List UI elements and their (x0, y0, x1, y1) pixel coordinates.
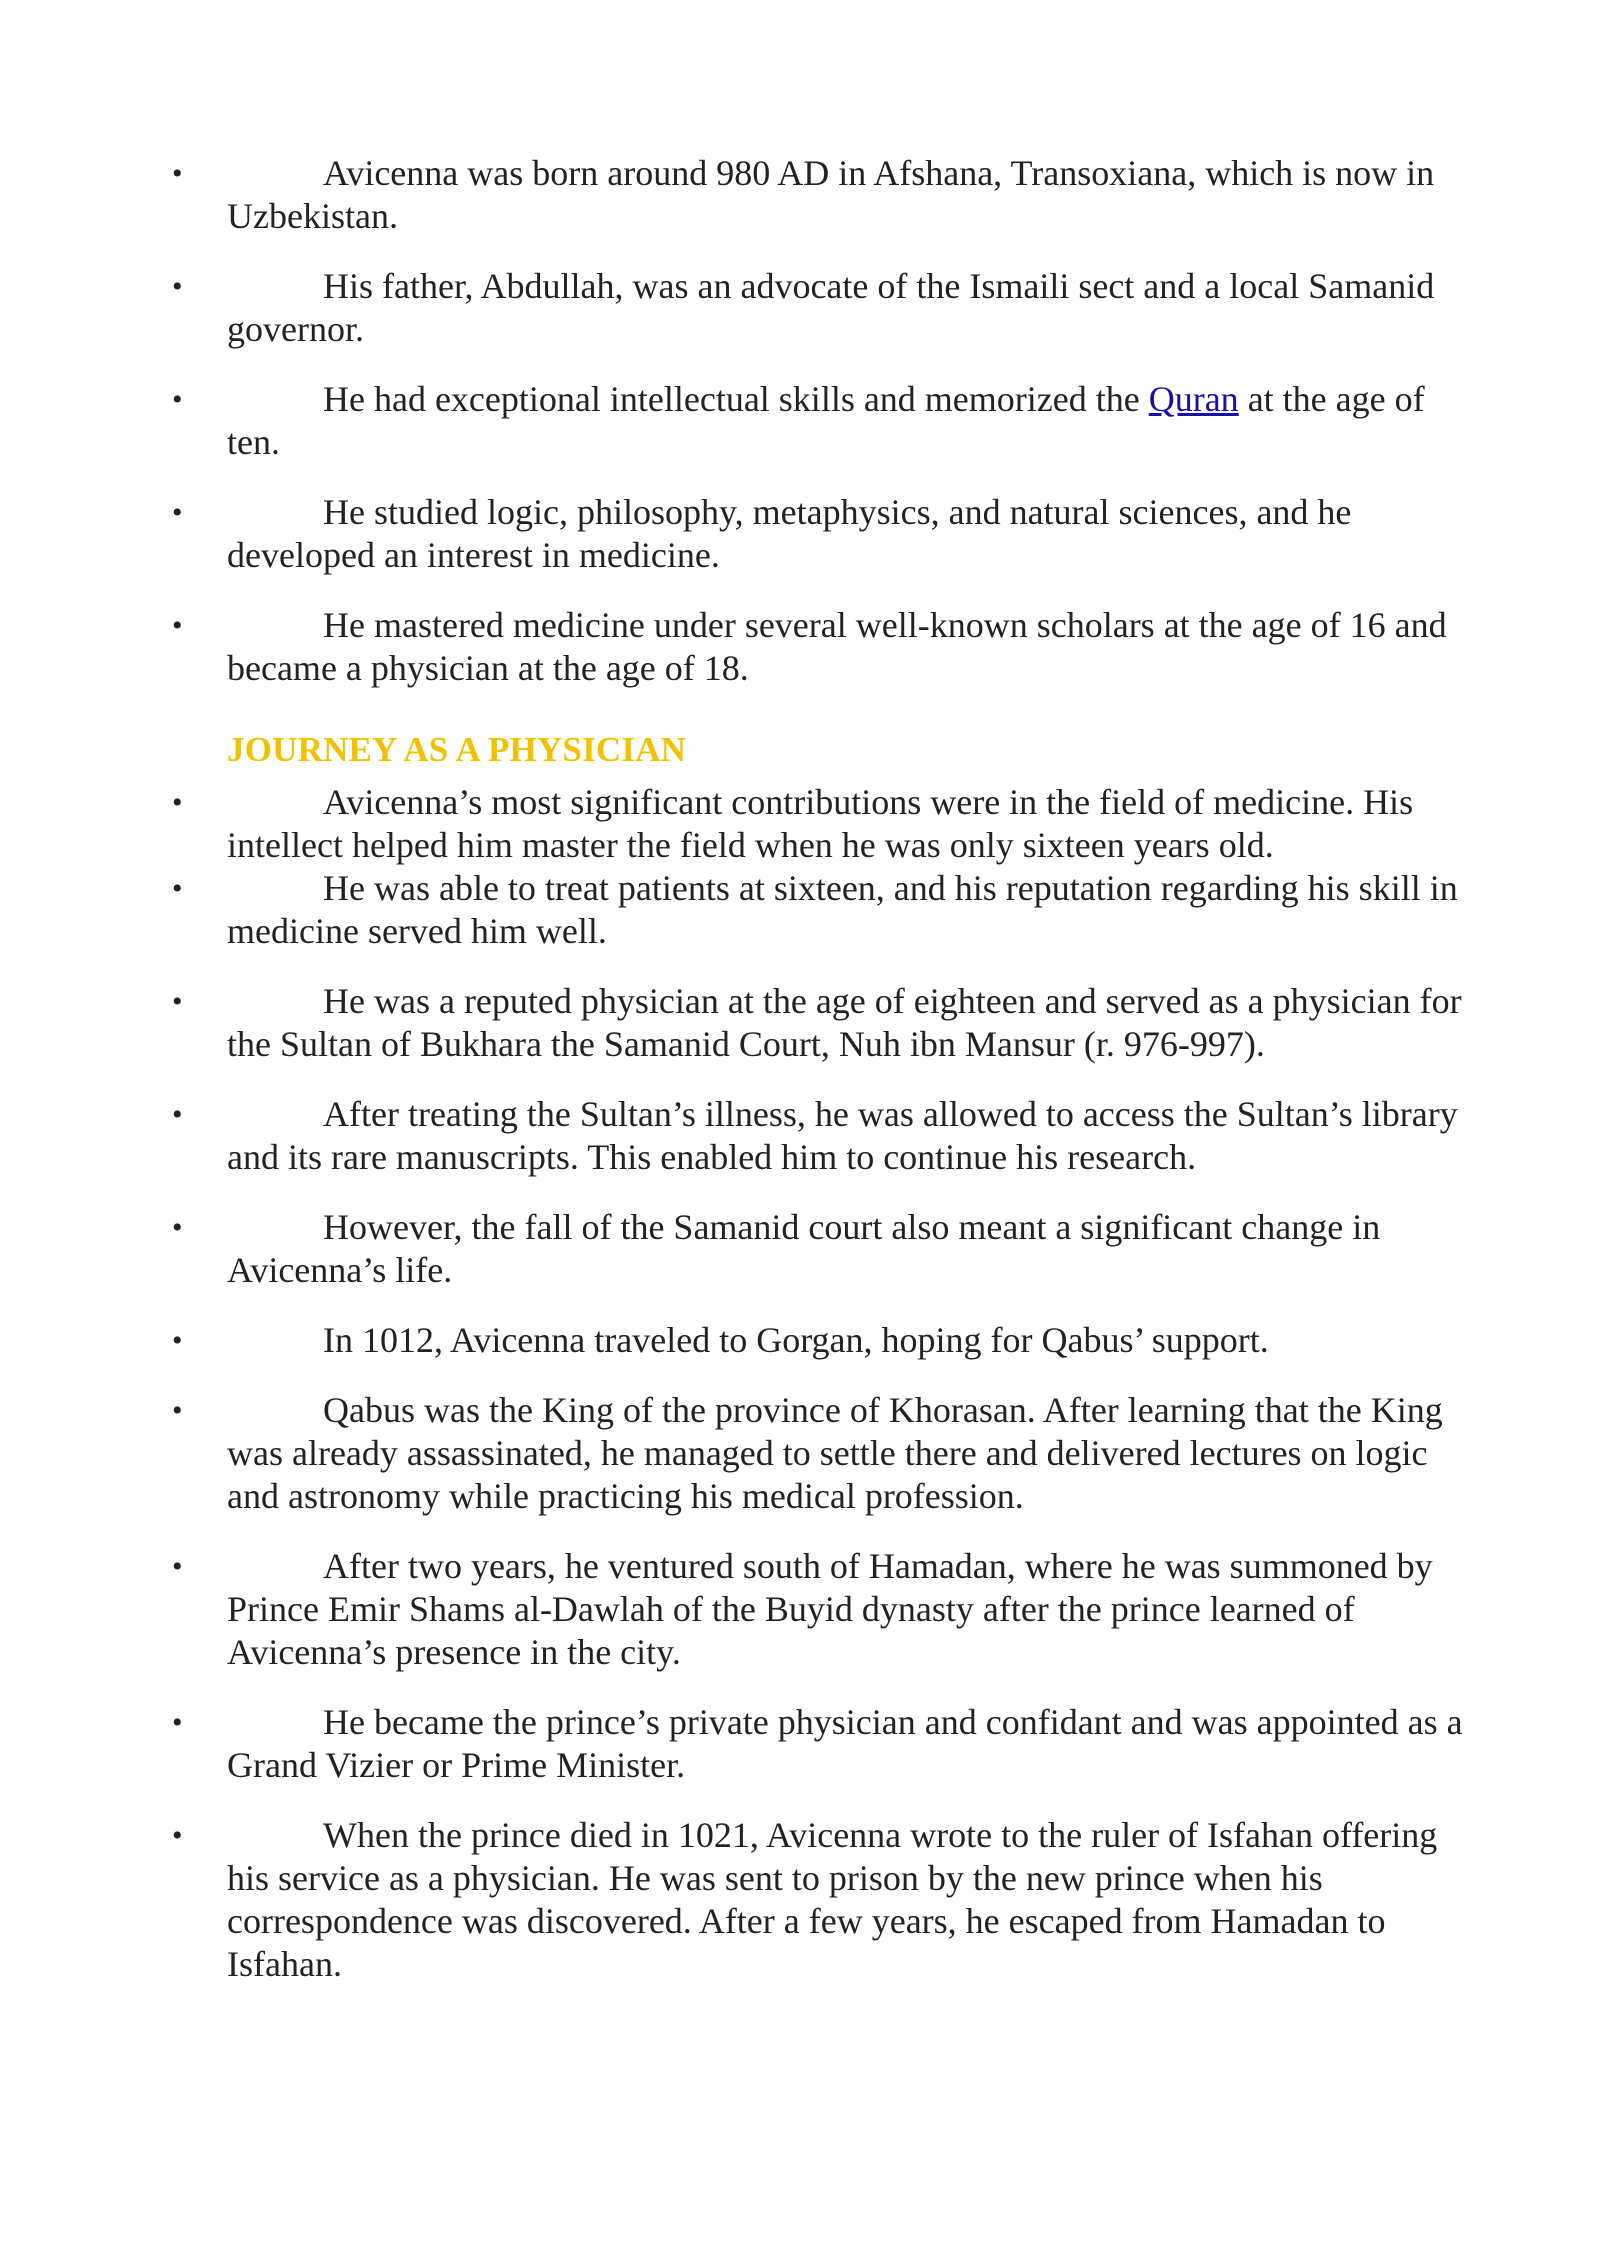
list-item (0, 152, 1600, 238)
item-text: After treating the Sultan’s illness, he was allowed to access the Sultan’s library and its rare manuscripts. This enabled him to continue his research. (227, 1094, 1458, 1177)
item-text: When the prince died in 1021, Avicenna wrote to the ruler of Isfahan offering his service as a physician. He was sent to prison by the new prince when his correspondence was discovered. After a few years, he escaped from Hamadan to Isfahan. (227, 1815, 1438, 1984)
quran-link[interactable]: Quran (1148, 379, 1239, 419)
list-item (0, 867, 1600, 953)
list-item (0, 1206, 1600, 1292)
bullet-icon: • (172, 872, 183, 905)
list-item (0, 265, 1600, 351)
bullet-icon: • (172, 1098, 183, 1131)
item-text: Avicenna was born around 980 AD in Afshana, Transoxiana, which is now in Uzbekistan. (227, 153, 1435, 236)
bullet-icon: • (172, 157, 183, 190)
list-item (0, 1545, 1600, 1674)
list-item (0, 980, 1600, 1066)
bullet-icon: • (172, 1706, 183, 1739)
bullet-icon: • (172, 1211, 183, 1244)
item-text: His father, Abdullah, was an advocate of the Ismaili sect and a local Samanid governor. (227, 266, 1435, 349)
bullet-icon: • (172, 1550, 183, 1583)
item-text: He studied logic, philosophy, metaphysics, and natural sciences, and he developed an interest in medicine. (227, 492, 1352, 575)
item-text: He was a reputed physician at the age of eighteen and served as a physician for the Sultan of Bukhara the Samanid Court, Nuh ibn Mansur (r. 976-997). (227, 981, 1462, 1064)
list-item (0, 1093, 1600, 1179)
bullet-icon: • (172, 985, 183, 1018)
bullet-icon: • (172, 1324, 183, 1357)
bullet-icon: • (172, 1394, 183, 1427)
item-text: He mastered medicine under several well-known scholars at the age of 16 and became a physician at the age of 18. (227, 605, 1447, 688)
list-item (0, 1701, 1600, 1787)
section-heading: JOURNEY AS A PHYSICIAN (227, 730, 687, 769)
list-item (0, 1814, 1600, 1986)
list-item (0, 1389, 1600, 1518)
bullet-icon: • (172, 270, 183, 303)
list-item (0, 781, 1600, 867)
bullet-icon: • (172, 786, 183, 819)
list-item (0, 1319, 1600, 1362)
early-life-list (0, 152, 1600, 690)
bullet-icon: • (172, 609, 183, 642)
item-text: After two years, he ventured south of Hamadan, where he was summoned by Prince Emir Shams al-Dawlah of the Buyid dynasty after the prince learned of Avicenna’s presence in the city. (227, 1546, 1433, 1672)
item-text: He became the prince’s private physician and confidant and was appointed as a Grand Vizier or Prime Minister. (227, 1702, 1463, 1785)
item-text: However, the fall of the Samanid court also meant a significant change in Avicenna’s life. (227, 1207, 1381, 1290)
bullet-icon: • (172, 383, 183, 416)
item-text: He had exceptional intellectual skills and memorized the (323, 379, 1149, 419)
item-text: at the age of ten. (227, 379, 1425, 462)
item-text: In 1012, Avicenna traveled to Gorgan, hoping for Qabus’ support. (323, 1320, 1269, 1360)
bullet-icon: • (172, 496, 183, 529)
item-text: Avicenna’s most significant contributions were in the field of medicine. His intellect helped him master the field when he was only sixteen years old. (227, 782, 1414, 865)
list-item (0, 491, 1600, 577)
list-item (0, 378, 1600, 464)
physician-journey-list (0, 781, 1600, 1986)
item-text: He was able to treat patients at sixteen, and his reputation regarding his skill in medicine served him well. (227, 868, 1458, 951)
list-item (0, 604, 1600, 690)
bullet-icon: • (172, 1819, 183, 1852)
item-text: Qabus was the King of the province of Khorasan. After learning that the King was already assassinated, he managed to settle there and delivered lectures on logic and astronomy while practicing his medical profession. (227, 1390, 1443, 1516)
